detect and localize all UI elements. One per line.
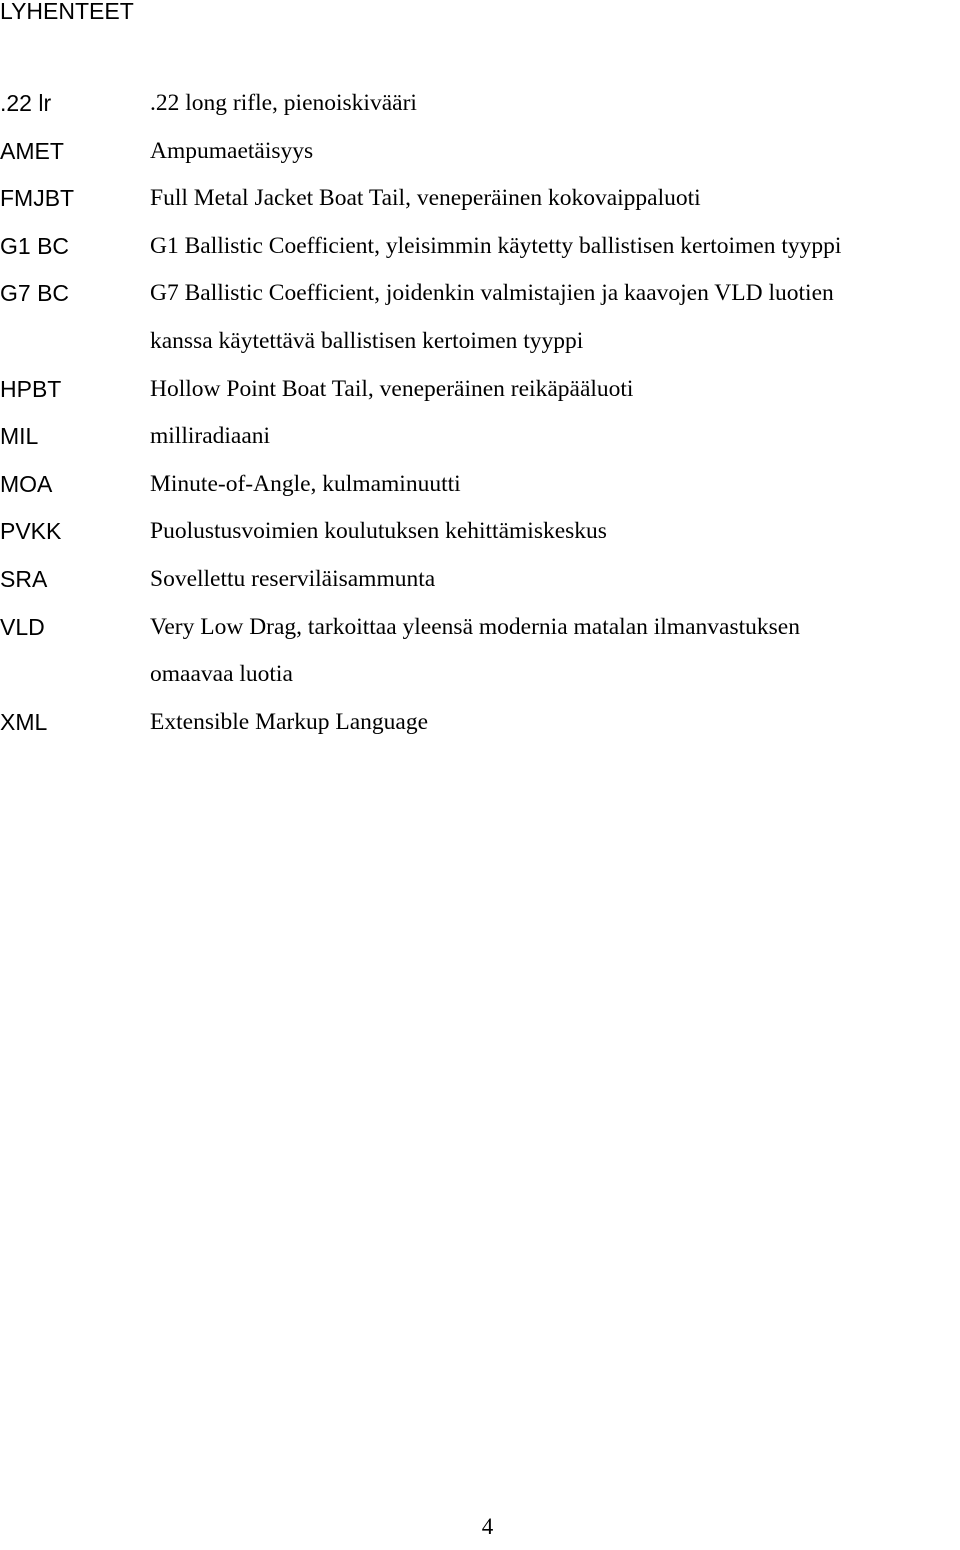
abbreviation-row [0, 223, 960, 271]
definition-line: Ampumaetäisyys [150, 137, 314, 164]
definition-line: Puolustusvoimien koulutuksen kehittämiskeskus [150, 518, 607, 545]
abbreviation-definition [150, 556, 960, 604]
abbreviation-row [0, 175, 960, 223]
abbreviation-list [0, 80, 960, 746]
abbreviation-definition [150, 508, 960, 556]
abbreviation-row [0, 270, 960, 365]
abbreviation-term: XML [0, 708, 48, 735]
definition-line: Sovellettu reserviläisammunta [150, 565, 436, 592]
abbreviation-row [0, 461, 960, 509]
abbreviation-row [0, 413, 960, 461]
abbreviation-definition [150, 604, 960, 699]
definition-line: G7 Ballistic Coefficient, joidenkin valmistajien ja kaavojen VLD luotien [150, 280, 834, 307]
abbreviation-definition [150, 175, 960, 223]
abbreviation-definition [150, 366, 960, 414]
definition-line: G1 Ballistic Coefficient, yleisimmin käytetty ballistisen kertoimen tyyppi [150, 232, 842, 259]
abbreviation-term: PVKK [0, 518, 62, 545]
abbreviation-definition [150, 223, 960, 271]
definition-line: Very Low Drag, tarkoittaa yleensä modernia matalan ilmanvastuksen [150, 613, 800, 640]
page-number: 4 [481, 1514, 494, 1539]
abbreviation-term: HPBT [0, 375, 62, 402]
abbreviation-term: VLD [0, 613, 45, 640]
abbreviation-row [0, 556, 960, 604]
abbreviation-definition [150, 270, 960, 365]
abbreviation-term: AMET [0, 137, 64, 164]
abbreviation-row [0, 128, 960, 176]
definition-line: Extensible Markup Language [150, 708, 428, 735]
abbreviation-definition [150, 80, 960, 128]
abbreviation-row [0, 508, 960, 556]
abbreviation-definition [150, 699, 960, 747]
abbreviation-definition [150, 413, 960, 461]
definition-line: kanssa käytettävä ballistisen kertoimen tyyppi [150, 327, 584, 354]
abbreviation-term: G7 BC [0, 280, 70, 307]
definition-line: Full Metal Jacket Boat Tail, veneperäinen kokovaippaluoti [150, 185, 701, 212]
definition-line: omaavaa luotia [150, 661, 293, 688]
definition-line: milliradiaani [150, 423, 271, 450]
definition-line: Minute-of-Angle, kulmaminuutti [150, 470, 461, 497]
abbreviation-row [0, 80, 960, 128]
abbreviation-row [0, 699, 960, 747]
abbreviation-term: G1 BC [0, 232, 70, 259]
abbreviation-row [0, 366, 960, 414]
page-title: LYHENTEET [0, 0, 134, 24]
abbreviation-term: FMJBT [0, 185, 75, 212]
abbreviation-row [0, 604, 960, 699]
abbreviation-term: .22 lr [0, 90, 52, 116]
abbreviation-definition [150, 128, 960, 176]
abbreviation-term: MIL [0, 423, 39, 450]
definition-line: Hollow Point Boat Tail, veneperäinen reikäpääluoti [150, 375, 634, 402]
abbreviation-definition [150, 461, 960, 509]
abbreviation-term: SRA [0, 565, 48, 592]
abbreviation-term: MOA [0, 470, 53, 497]
definition-line: .22 long rifle, pienoiskivääri [150, 90, 417, 116]
